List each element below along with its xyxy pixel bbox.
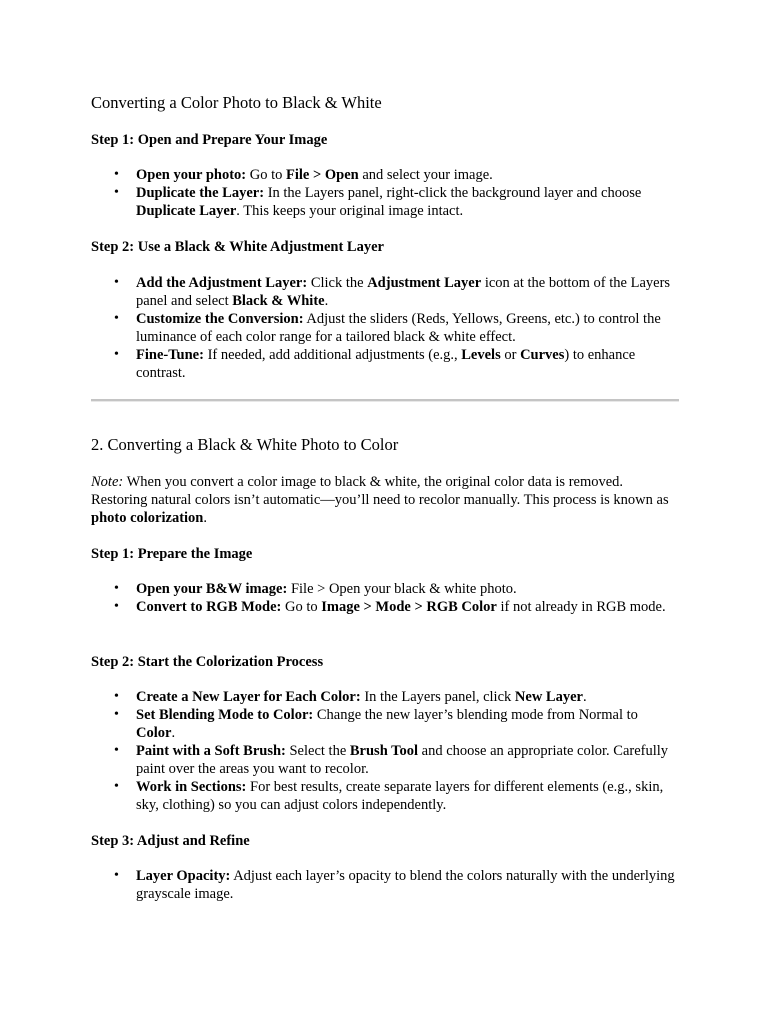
section1-step2-heading: Step 2: Use a Black & White Adjustment Layer bbox=[91, 239, 384, 255]
section2-step2-heading: Step 2: Start the Colorization Process bbox=[91, 654, 324, 670]
item-label: Layer Opacity: bbox=[136, 868, 231, 884]
list-item bbox=[91, 346, 679, 382]
item-label: Duplicate the Layer: bbox=[136, 185, 265, 201]
item-bold: Levels bbox=[461, 347, 501, 363]
section2-step3-list bbox=[91, 867, 679, 903]
item-text: or bbox=[500, 347, 521, 363]
section1-title: Converting a Color Photo to Black & White bbox=[91, 93, 382, 112]
item-text: If needed, add additional adjustments (e.g., bbox=[203, 347, 462, 363]
list-item bbox=[91, 598, 679, 616]
section2-step1-list bbox=[91, 580, 679, 616]
item-text: . bbox=[171, 725, 176, 741]
item-bold: Color bbox=[136, 725, 172, 741]
item-text: and select your image. bbox=[358, 167, 493, 183]
note-label: Note: bbox=[91, 474, 124, 490]
list-item bbox=[91, 580, 679, 598]
note-paragraph bbox=[91, 473, 679, 527]
section1-step1-heading: Step 1: Open and Prepare Your Image bbox=[91, 132, 328, 148]
item-text: Adjust the sliders (Reds, Yellows, Greens, etc.) to control the luminance of each color range for a tailored black & white effect. bbox=[136, 311, 661, 345]
item-text: Go to bbox=[281, 599, 322, 615]
list-item bbox=[91, 310, 679, 346]
section1-step2-list bbox=[91, 274, 679, 382]
item-text: Change the new layer’s blending mode from Normal to bbox=[313, 707, 638, 723]
list-item bbox=[91, 688, 679, 706]
list-item bbox=[91, 742, 679, 778]
note-bold: photo colorization bbox=[91, 510, 204, 526]
item-bold: File > Open bbox=[286, 167, 359, 183]
item-text: icon at the bottom of the Layers panel and select bbox=[136, 275, 671, 309]
item-label: Create a New Layer for Each Color: bbox=[136, 689, 361, 705]
item-text: For best results, create separate layers for different elements (e.g., skin, sky, clothing) so you can adjust colors independently. bbox=[136, 779, 664, 813]
item-bold: Duplicate Layer bbox=[136, 203, 237, 219]
item-bold: Brush Tool bbox=[349, 743, 419, 759]
item-label: Fine-Tune: bbox=[136, 347, 204, 363]
section2-step2-list bbox=[91, 688, 679, 814]
list-item bbox=[91, 706, 679, 742]
item-text: if not already in RGB mode. bbox=[496, 599, 666, 615]
section2-step3-heading: Step 3: Adjust and Refine bbox=[91, 833, 250, 849]
item-label: Convert to RGB Mode: bbox=[136, 599, 282, 615]
item-label: Add the Adjustment Layer: bbox=[136, 275, 308, 291]
item-text: Adjust each layer’s opacity to blend the colors naturally with the underlying grayscale image. bbox=[136, 868, 675, 902]
list-item bbox=[91, 867, 679, 903]
note-end: . bbox=[203, 510, 207, 526]
item-text: File > Open your black & white photo. bbox=[287, 581, 517, 597]
item-label: Set Blending Mode to Color: bbox=[136, 707, 314, 723]
item-text: In the Layers panel, right-click the background layer and choose bbox=[264, 185, 642, 201]
note-text: When you convert a color image to black & white, the original color data is removed. Restoring natural colors isn’t automatic—you’ll need to recolor manually. This process is known as bbox=[91, 474, 669, 508]
item-text: and choose an appropriate color. Carefully paint over the areas you want to recolor. bbox=[136, 743, 669, 777]
list-item bbox=[91, 274, 679, 310]
item-label: Paint with a Soft Brush: bbox=[136, 743, 286, 759]
item-text: Click the bbox=[307, 275, 368, 291]
section2-step1-heading: Step 1: Prepare the Image bbox=[91, 546, 253, 562]
item-text: . bbox=[582, 689, 587, 705]
item-bold: New Layer bbox=[514, 689, 583, 705]
item-bold: Adjustment Layer bbox=[367, 275, 482, 291]
list-item bbox=[91, 166, 679, 184]
item-text: ) to enhance contrast. bbox=[136, 347, 636, 381]
item-bold: Curves bbox=[520, 347, 565, 363]
item-text: . This keeps your original image intact. bbox=[236, 203, 464, 219]
item-text: . bbox=[324, 293, 329, 309]
item-text: Go to bbox=[246, 167, 286, 183]
item-bold: Image > Mode > RGB Color bbox=[321, 599, 497, 615]
section2-title: 2. Converting a Black & White Photo to Color bbox=[91, 435, 399, 454]
item-bold: Black & White bbox=[232, 293, 325, 309]
item-label: Customize the Conversion: bbox=[136, 311, 304, 327]
list-item bbox=[91, 184, 679, 220]
item-label: Work in Sections: bbox=[136, 779, 247, 795]
list-item bbox=[91, 778, 679, 814]
item-text: In the Layers panel, click bbox=[360, 689, 515, 705]
horizontal-divider bbox=[91, 399, 679, 402]
item-label: Open your photo: bbox=[136, 167, 247, 183]
item-text: Select the bbox=[285, 743, 350, 759]
item-label: Open your B&W image: bbox=[136, 581, 288, 597]
section1-step1-list bbox=[91, 166, 679, 220]
